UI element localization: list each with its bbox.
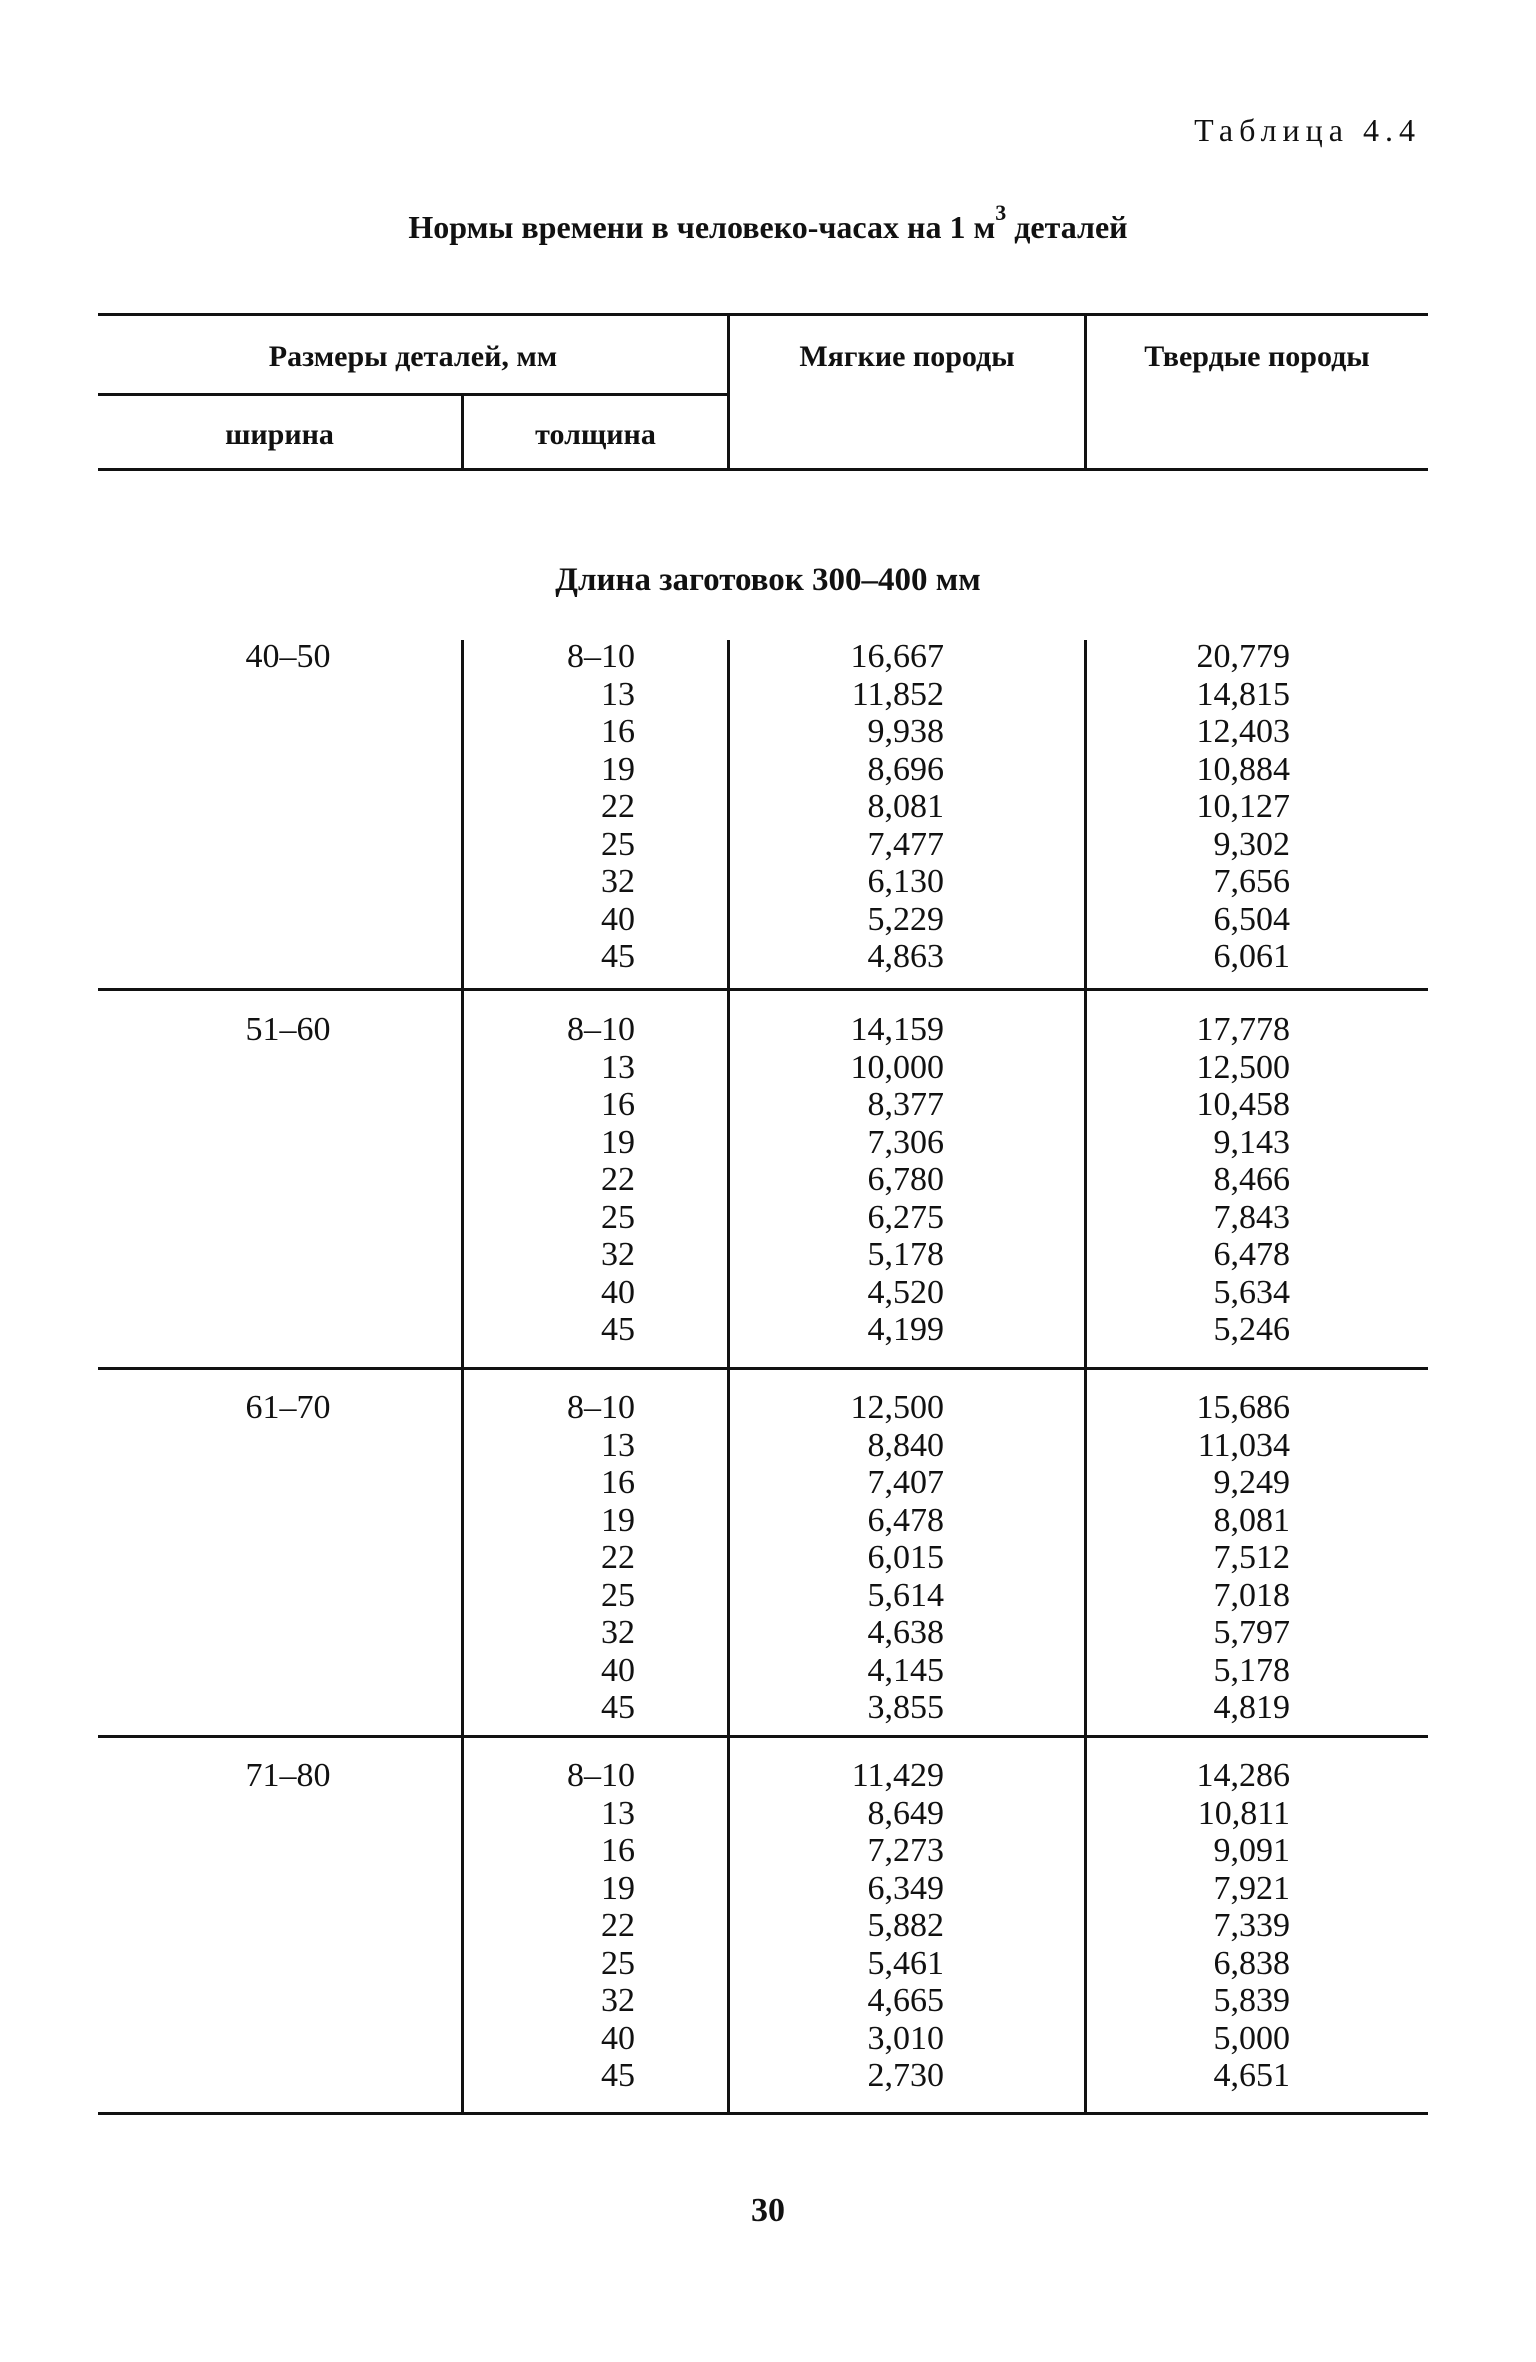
hard-value: 5,000 [1213,2019,1290,2057]
thickness-value: 45 [601,2057,635,2094]
soft-value: 5,229 [867,900,944,938]
header-soft: Мягкие породы [799,340,1015,373]
hard-value: 15,686 [1196,1389,1290,1426]
thickness-value: 40 [601,1651,635,1689]
soft-value: 8,649 [867,1794,944,1832]
soft-value: 6,478 [867,1501,944,1539]
hard-value: 10,811 [1197,1794,1290,1832]
thickness-value: 45 [601,1311,635,1348]
hard-values-column [1130,1757,1290,2095]
hard-value: 8,081 [1213,1501,1290,1539]
thickness-value: 32 [601,1236,635,1273]
thickness-value: 8–10 [567,1011,635,1048]
hard-value: 7,921 [1213,1869,1290,1907]
thickness-value: 25 [601,1576,635,1614]
soft-value: 6,015 [867,1539,944,1576]
hard-value: 10,884 [1196,750,1290,788]
header-sizes: Размеры деталей, мм [268,340,558,373]
soft-value: 12,500 [850,1389,944,1426]
thickness-value: 45 [601,1689,635,1726]
thickness-value: 16 [601,1832,635,1869]
width-range: 40–50 [245,638,331,675]
thickness-value: 13 [601,1794,635,1832]
hard-value: 10,127 [1196,788,1290,825]
title-suffix: деталей [1006,209,1128,245]
soft-value: 5,882 [867,1907,944,1944]
thickness-column [500,638,635,976]
hard-value: 14,286 [1196,1757,1290,1794]
thickness-value: 22 [601,1907,635,1944]
soft-value: 14,159 [850,1011,944,1048]
hard-value: 5,797 [1213,1614,1290,1651]
thickness-value: 22 [601,1161,635,1198]
soft-value: 2,730 [867,2057,944,2094]
thickness-column [500,1389,635,1727]
soft-value: 8,696 [867,750,944,788]
header-bottom-rule [98,468,1428,471]
hard-value: 5,246 [1213,1311,1290,1348]
soft-value: 6,130 [867,863,944,900]
thickness-value: 19 [601,750,635,788]
hard-value: 9,091 [1213,1832,1290,1869]
soft-value: 6,780 [867,1161,944,1198]
thickness-value: 32 [601,863,635,900]
hard-value: 6,478 [1213,1236,1290,1273]
header-top-rule [98,313,1428,316]
width-range: 61–70 [245,1389,331,1426]
header-thickness: толщина [535,418,656,451]
hard-value: 17,778 [1196,1011,1290,1048]
hard-values-column [1130,638,1290,976]
thickness-value: 8–10 [567,638,635,675]
soft-value: 11,852 [851,675,944,713]
hard-value: 4,651 [1213,2057,1290,2094]
title-superscript: 3 [995,200,1007,225]
hard-value: 10,458 [1196,1086,1290,1123]
table-title [0,200,1536,246]
hard-value: 12,403 [1196,713,1290,750]
thickness-value: 16 [601,1086,635,1123]
hard-value: 7,512 [1213,1539,1290,1576]
hard-value: 7,843 [1213,1198,1290,1236]
soft-value: 7,273 [867,1832,944,1869]
group-separator [98,988,1428,991]
hard-value: 7,656 [1213,863,1290,900]
hard-value: 14,815 [1196,675,1290,713]
thickness-value: 45 [601,938,635,975]
hard-value: 6,838 [1213,1944,1290,1982]
thickness-value: 8–10 [567,1757,635,1794]
thickness-value: 32 [601,1982,635,2019]
hard-value: 12,500 [1196,1048,1290,1086]
hard-value: 7,339 [1213,1907,1290,1944]
soft-value: 8,377 [867,1086,944,1123]
soft-value: 4,863 [867,938,944,975]
header-divider-soft [727,313,730,470]
body-divider-soft [727,640,730,2115]
hard-value: 5,634 [1213,1273,1290,1311]
thickness-value: 13 [601,1426,635,1464]
thickness-value: 40 [601,2019,635,2057]
soft-values-column [780,1011,944,1349]
table-number-label: Таблица 4.4 [1194,112,1421,148]
thickness-value: 19 [601,1123,635,1161]
thickness-value: 22 [601,1539,635,1576]
thickness-value: 25 [601,1198,635,1236]
thickness-value: 13 [601,675,635,713]
soft-values-column [780,1757,944,2095]
soft-value: 7,407 [867,1464,944,1501]
hard-value: 20,779 [1196,638,1290,675]
thickness-value: 22 [601,788,635,825]
body-divider-thickness [461,640,464,2115]
thickness-value: 8–10 [567,1389,635,1426]
hard-value: 4,819 [1213,1689,1290,1726]
thickness-value: 32 [601,1614,635,1651]
width-range: 51–60 [245,1011,331,1048]
soft-values-column [780,638,944,976]
table-bottom-rule [98,2112,1428,2115]
soft-value: 4,638 [867,1614,944,1651]
header-divider-hard [1084,313,1087,470]
thickness-column [500,1757,635,2095]
thickness-value: 19 [601,1501,635,1539]
hard-value: 7,018 [1213,1576,1290,1614]
soft-value: 6,349 [867,1869,944,1907]
thickness-value: 25 [601,825,635,863]
hard-value: 5,178 [1213,1651,1290,1689]
soft-value: 4,145 [867,1651,944,1689]
section-title: Длина заготовок 300–400 мм [555,562,981,598]
soft-value: 7,306 [867,1123,944,1161]
soft-value: 6,275 [867,1198,944,1236]
header-mid-rule [98,393,728,396]
thickness-value: 19 [601,1869,635,1907]
hard-value: 9,302 [1213,825,1290,863]
thickness-value: 16 [601,713,635,750]
soft-value: 8,840 [867,1426,944,1464]
soft-values-column [780,1389,944,1727]
width-range: 71–80 [245,1757,331,1794]
hard-value: 5,839 [1213,1982,1290,2019]
thickness-value: 40 [601,1273,635,1311]
thickness-value: 40 [601,900,635,938]
soft-value: 3,010 [867,2019,944,2057]
group-separator [98,1367,1428,1370]
soft-value: 5,461 [867,1944,944,1982]
hard-value: 6,504 [1213,900,1290,938]
group-separator [98,1735,1428,1738]
soft-value: 4,665 [867,1982,944,2019]
body-divider-hard [1084,640,1087,2115]
header-hard: Твердые породы [1144,340,1370,373]
soft-value: 10,000 [850,1048,944,1086]
hard-value: 9,249 [1213,1464,1290,1501]
soft-value: 4,199 [867,1311,944,1348]
header-width: ширина [225,418,334,451]
hard-value: 6,061 [1213,938,1290,975]
soft-value: 3,855 [867,1689,944,1726]
hard-values-column [1130,1389,1290,1727]
hard-value: 9,143 [1213,1123,1290,1161]
soft-value: 5,178 [867,1236,944,1273]
soft-value: 5,614 [867,1576,944,1614]
thickness-value: 25 [601,1944,635,1982]
soft-value: 8,081 [867,788,944,825]
soft-value: 11,429 [851,1757,944,1794]
soft-value: 16,667 [850,638,944,675]
thickness-value: 16 [601,1464,635,1501]
thickness-value: 13 [601,1048,635,1086]
soft-value: 4,520 [867,1273,944,1311]
page-number: 30 [751,2192,785,2229]
thickness-column [500,1011,635,1349]
soft-value: 9,938 [867,713,944,750]
hard-value: 8,466 [1213,1161,1290,1198]
hard-value: 11,034 [1197,1426,1290,1464]
title-text: Нормы времени в человеко-часах на 1 м [408,209,996,245]
hard-values-column [1130,1011,1290,1349]
soft-value: 7,477 [867,825,944,863]
